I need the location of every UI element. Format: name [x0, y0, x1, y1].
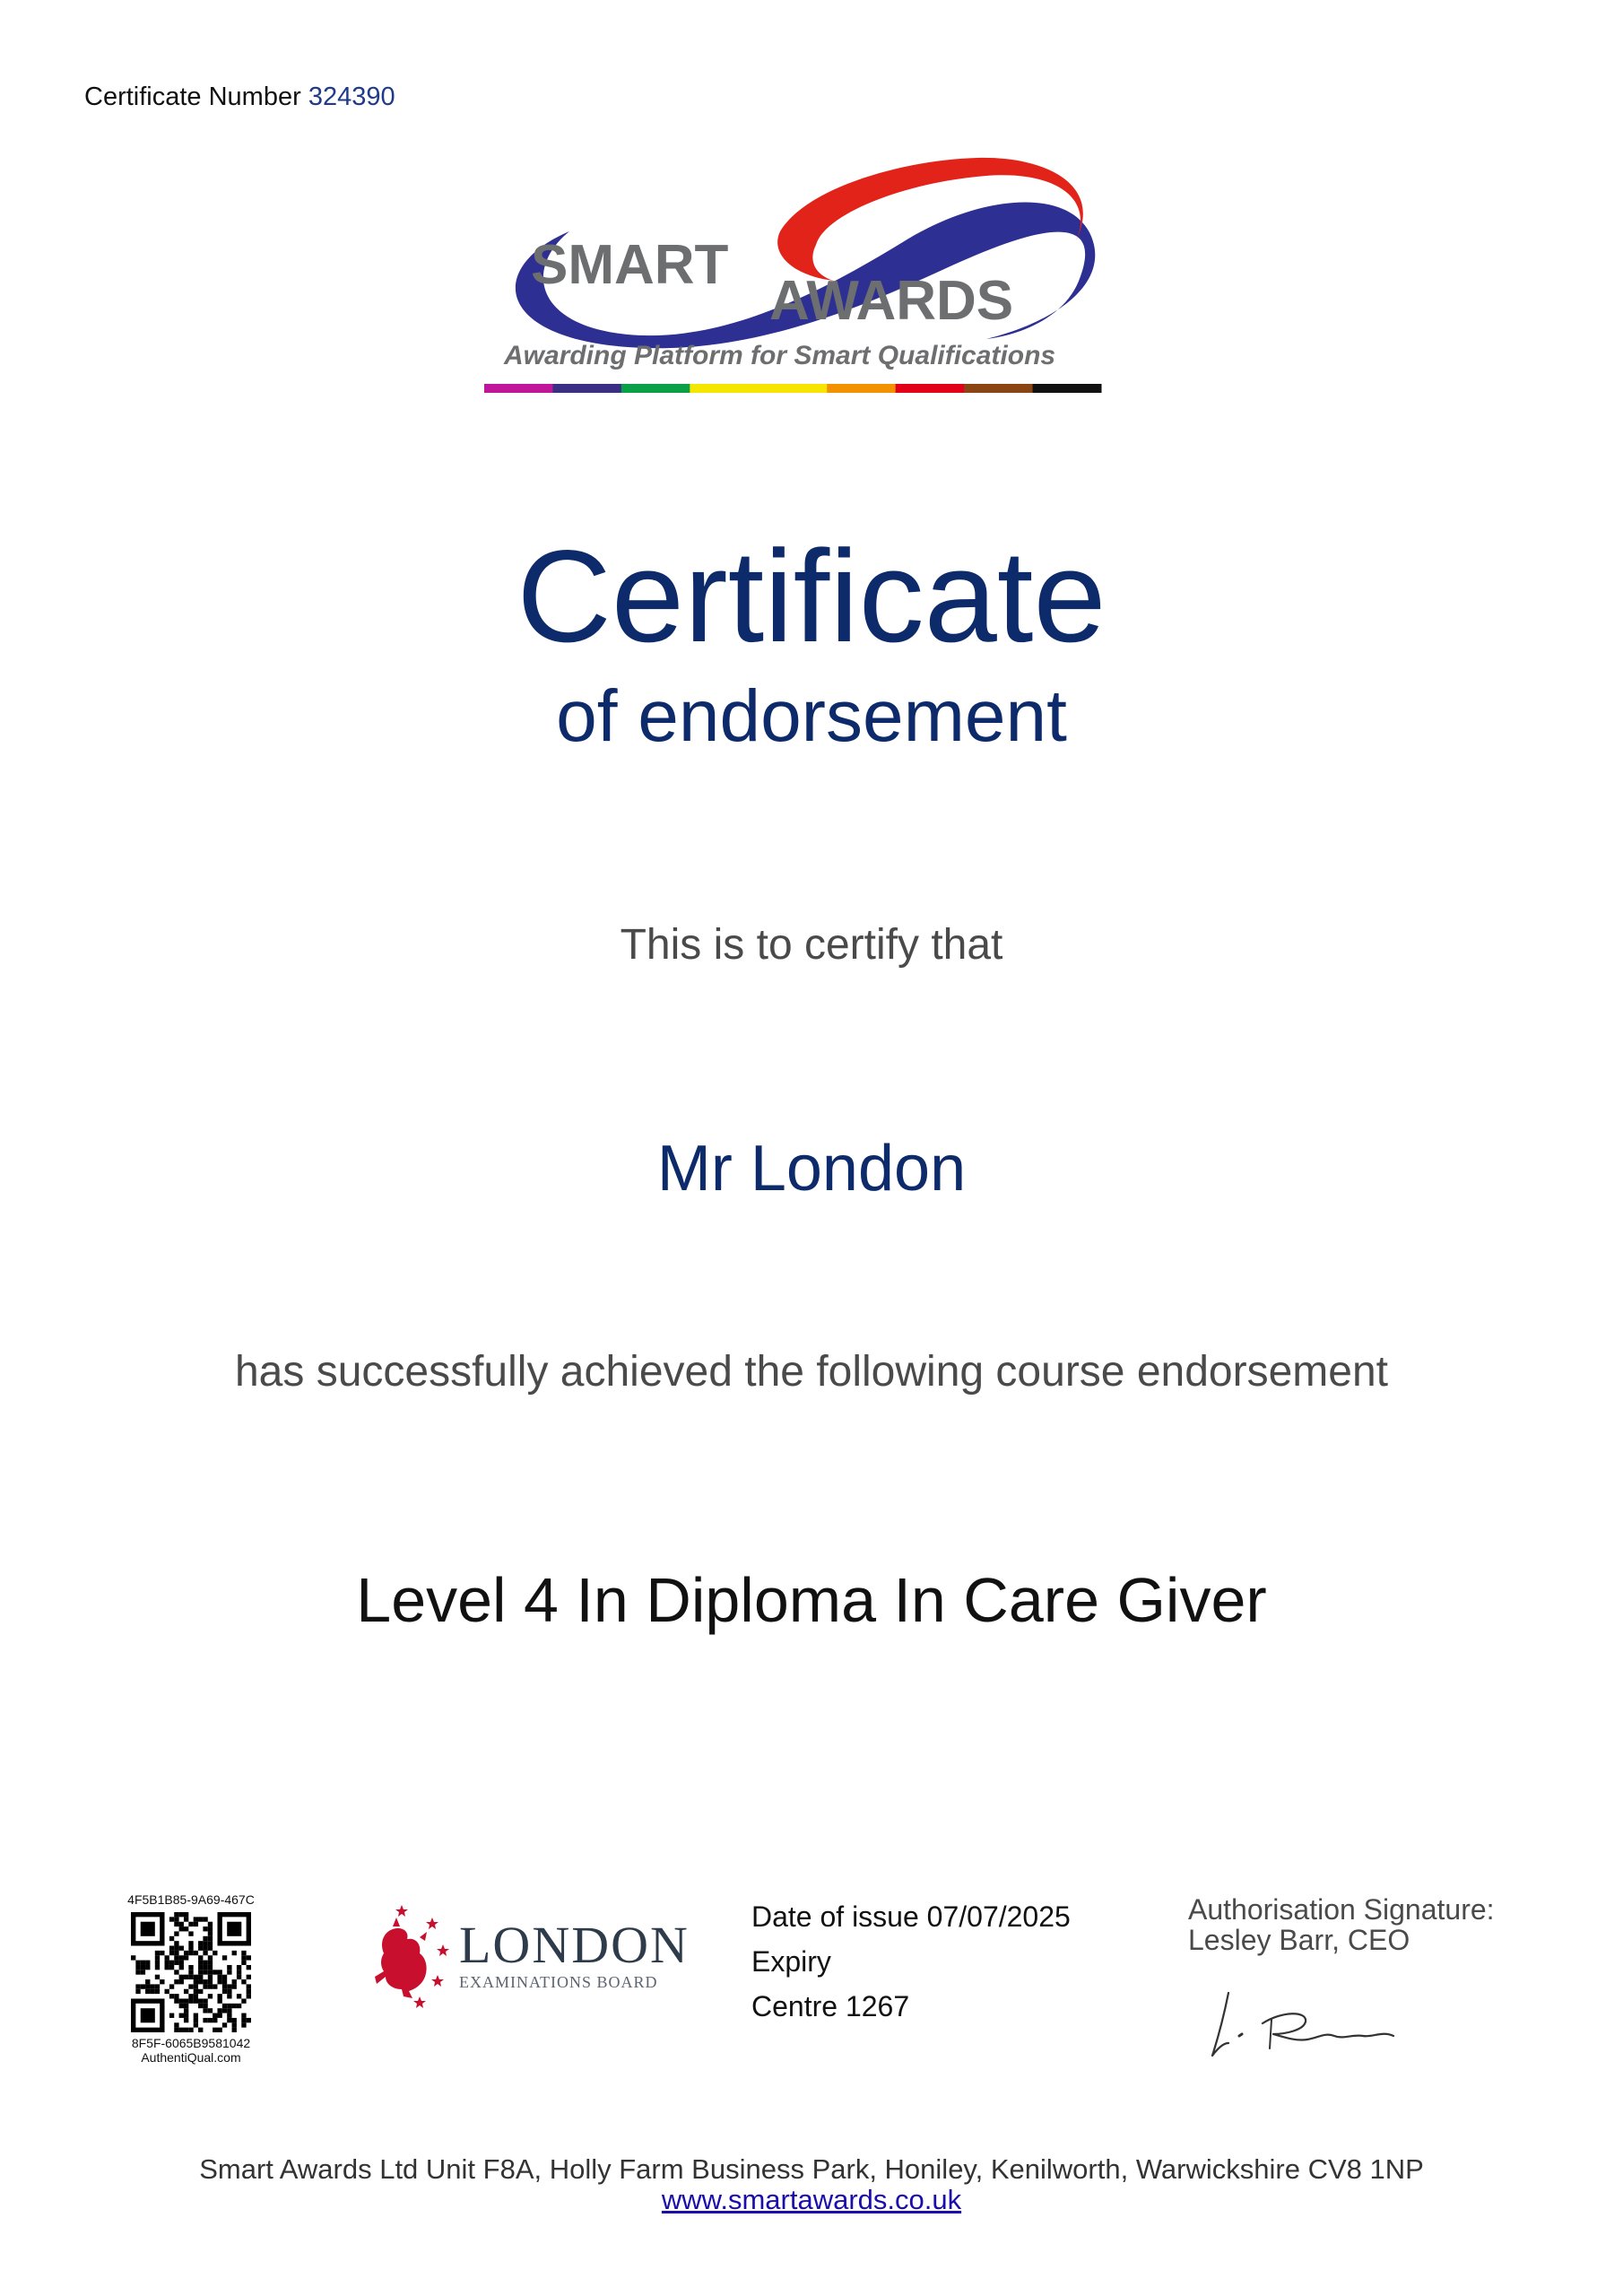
qr-module: [179, 1998, 184, 2003]
qr-module: [198, 1965, 203, 1970]
qr-module: [179, 2013, 184, 2018]
footer-website-link[interactable]: www.smartawards.co.uk: [661, 2184, 962, 2215]
qr-module: [145, 1965, 150, 1970]
qr-module: [188, 1951, 193, 1955]
logo-stripe-segment: [827, 384, 896, 393]
qr-finder: [141, 2008, 155, 2022]
qr-module: [232, 2022, 237, 2027]
qr-module: [198, 1970, 203, 1974]
qr-module: [241, 2018, 246, 2022]
qr-module: [184, 1951, 188, 1955]
qr-module: [179, 1975, 184, 1979]
qr-module: [203, 2008, 207, 2013]
qr-module: [203, 1946, 207, 1951]
qr-module: [203, 1979, 207, 1984]
certificate-number-label: Certificate Number: [84, 83, 301, 111]
qr-module: [198, 1917, 203, 1921]
qr-module: [247, 1955, 251, 1960]
qr-module: [184, 1926, 188, 1931]
qr-module: [232, 1979, 237, 1984]
qr-module: [179, 1926, 184, 1931]
qr-module: [155, 1989, 160, 1994]
qr-finder: [141, 1922, 155, 1936]
qr-module: [184, 2008, 188, 2013]
qr-module: [150, 1984, 154, 1988]
qr-module: [247, 1989, 251, 1994]
qr-module: [208, 1979, 213, 1984]
qr-module: [174, 1946, 178, 1951]
logo-stripe-segment: [896, 384, 965, 393]
qr-module: [155, 1984, 160, 1988]
qr-module: [241, 1979, 246, 1984]
logo-stripe-segment: [484, 384, 553, 393]
footer-address: Smart Awards Ltd Unit F8A, Holly Farm Business Park, Honiley, Kenilworth, Warwickshire CV8 1NP: [199, 2153, 1424, 2185]
qr-module: [188, 2028, 193, 2032]
qr-module: [217, 2028, 221, 2032]
qr-module: [169, 2013, 174, 2018]
qr-module: [194, 2018, 198, 2022]
qr-module: [179, 1955, 184, 1960]
qr-module: [184, 1975, 188, 1979]
authorisation-label: Authorisation Signature:: [1188, 1893, 1495, 1926]
qr-module: [208, 1936, 213, 1941]
qr-module: [194, 1975, 198, 1979]
qr-module: [203, 1936, 207, 1941]
qr-module: [165, 1961, 169, 1965]
qr-module: [174, 1917, 178, 1921]
qr-module: [179, 1961, 184, 1965]
logo-tagline: Awarding Platform for Smart Qualifications: [504, 341, 1056, 370]
qr-module: [198, 2004, 203, 2008]
qr-module: [198, 1975, 203, 1979]
qr-module: [241, 1998, 246, 2003]
qr-module: [194, 1994, 198, 1998]
achievement-text: has successfully achieved the following course endorsement: [234, 1348, 1389, 1396]
qr-module: [241, 2022, 246, 2027]
certify-text: This is to certify that: [620, 921, 1003, 969]
qr-module: [222, 1975, 227, 1979]
qr-module: [169, 1917, 174, 1921]
qr-module: [222, 1955, 227, 1960]
qr-module: [217, 1975, 221, 1979]
centre-label: Centre: [751, 1990, 838, 2022]
qr-module: [194, 1922, 198, 1926]
qr-module: [203, 1965, 207, 1970]
qr-module: [213, 1984, 217, 1988]
qr-module: [194, 1979, 198, 1984]
qr-module: [232, 2028, 237, 2032]
qr-module: [184, 1912, 188, 1917]
qr-module: [141, 1970, 145, 1974]
certificate-number: [84, 83, 395, 112]
qr-module: [237, 1975, 241, 1979]
qr-module: [155, 1955, 160, 1960]
qr-module: [188, 1994, 193, 1998]
qr-module: [247, 2018, 251, 2022]
qr-module: [174, 1941, 178, 1945]
qr-module: [174, 2022, 178, 2027]
qr-module: [188, 1970, 193, 1974]
qr-module: [208, 1955, 213, 1960]
qr-module: [174, 1979, 178, 1984]
certificate-number-value: 324390: [308, 83, 395, 111]
qr-module: [198, 1998, 203, 2003]
qr-module: [184, 1955, 188, 1960]
qr-module: [188, 1975, 193, 1979]
qr-module: [198, 2028, 203, 2032]
logo-stripe-segment: [690, 384, 759, 393]
footer: [0, 2154, 1623, 2215]
qr-module: [188, 1941, 193, 1945]
qr-finder: [227, 1922, 241, 1936]
logo-stripe-segment: [1033, 384, 1102, 393]
qr-module: [169, 1961, 174, 1965]
handwritten-signature: [1200, 1984, 1406, 2065]
qr-module: [208, 1961, 213, 1965]
centre-value: 1267: [845, 1990, 910, 2022]
qr-module: [203, 1941, 207, 1945]
qr-module: [222, 2022, 227, 2027]
qr-module: [194, 1989, 198, 1994]
qr-module: [155, 1975, 160, 1979]
qr-module: [194, 1984, 198, 1988]
qr-module: [247, 1984, 251, 1988]
qr-module: [227, 2004, 231, 2008]
london-logo-main: LONDON: [459, 1916, 690, 1974]
qr-module: [145, 1961, 150, 1965]
qr-module: [203, 2004, 207, 2008]
smart-awards-logo: [484, 151, 1112, 404]
qr-module: [188, 1931, 193, 1935]
qr-module: [131, 1955, 135, 1960]
qr-module: [247, 1965, 251, 1970]
qr-module: [217, 2008, 221, 2013]
qr-module: [227, 1984, 231, 1988]
centre: [751, 1984, 1071, 2029]
qr-module: [141, 1961, 145, 1965]
logo-stripe-segment: [621, 384, 690, 393]
qr-module: [208, 1984, 213, 1988]
qr-module: [227, 2013, 231, 2018]
qr-module: [169, 1946, 174, 1951]
qr-module: [169, 1984, 174, 1988]
qr-module: [213, 1970, 217, 1974]
qr-module: [194, 1998, 198, 2003]
qr-module: [213, 1951, 217, 1955]
recipient-name: Mr London: [656, 1133, 967, 1205]
expiry-label: Expiry: [751, 1945, 831, 1978]
qr-module: [203, 1917, 207, 1921]
qr-module: [203, 1984, 207, 1988]
qr-module: [174, 1931, 178, 1935]
qr-module: [198, 1946, 203, 1951]
qr-module: [165, 1965, 169, 1970]
logo-word-smart: SMART: [531, 234, 729, 296]
qr-module: [174, 1912, 178, 1917]
qr-module: [232, 2004, 237, 2008]
qr-module: [208, 1975, 213, 1979]
qr-module: [203, 1961, 207, 1965]
qr-module: [208, 1941, 213, 1945]
qr-module: [174, 1955, 178, 1960]
qr-module: [145, 1984, 150, 1988]
qr-module: [179, 1922, 184, 1926]
logo-stripe-segment: [552, 384, 621, 393]
qr-module: [184, 1998, 188, 2003]
qr-module: [232, 1984, 237, 1988]
qr-module: [203, 1926, 207, 1931]
qr-module: [222, 1979, 227, 1984]
qr-module: [184, 2018, 188, 2022]
qr-module: [135, 1984, 140, 1988]
date-of-issue-value: 07/07/2025: [926, 1900, 1071, 1933]
qr-module: [194, 1917, 198, 1921]
qr-module: [135, 1961, 140, 1965]
qr-module: [135, 1989, 140, 1994]
qr-module: [208, 1965, 213, 1970]
qr-module: [232, 2018, 237, 2022]
qr-module: [169, 1965, 174, 1970]
qr-module: [179, 2028, 184, 2032]
qr-module: [194, 2022, 198, 2027]
qr-module: [203, 1998, 207, 2003]
logo-stripe-segment: [964, 384, 1033, 393]
qr-module: [174, 1961, 178, 1965]
qr-module: [208, 1970, 213, 1974]
qr-module: [208, 2018, 213, 2022]
qr-module: [169, 1936, 174, 1941]
qr-module: [241, 1955, 246, 1960]
qr-module: [208, 1926, 213, 1931]
qr-module: [169, 1951, 174, 1955]
qr-module: [184, 2028, 188, 2032]
qr-module: [145, 1979, 150, 1984]
qr-module: [217, 1998, 221, 2003]
qr-module: [198, 1961, 203, 1965]
qr-module: [227, 1970, 231, 1974]
qr-module: [174, 1922, 178, 1926]
qr-module: [194, 1951, 198, 1955]
qr-module: [188, 1965, 193, 1970]
qr-module: [198, 1979, 203, 1984]
qr-module: [217, 2013, 221, 2018]
qr-module: [247, 1975, 251, 1979]
qr-module: [184, 2004, 188, 2008]
logo-color-stripe: [484, 384, 1102, 393]
qr-module: [188, 1998, 193, 2003]
qr-module: [241, 1951, 246, 1955]
qr-module: [208, 1994, 213, 1998]
qr-module: [208, 2008, 213, 2013]
qr-module: [203, 1951, 207, 1955]
course-title: Level 4 In Diploma In Care Giver: [356, 1565, 1267, 1635]
qr-module: [237, 1970, 241, 1974]
qr-module: [217, 1979, 221, 1984]
lion-icon: [375, 1918, 427, 1998]
qr-module: [141, 1965, 145, 1970]
qr-module: [203, 1970, 207, 1974]
qr-verification: [115, 1892, 267, 2065]
qr-module: [241, 1961, 246, 1965]
qr-module: [174, 1970, 178, 1974]
qr-top-code: 4F5B1B85-9A69-467C: [127, 1892, 255, 1907]
qr-bottom-code: 8F5F-6065B9581042: [131, 2036, 251, 2050]
authorisation: [1188, 1894, 1495, 1955]
qr-module: [227, 2008, 231, 2013]
qr-module: [213, 2028, 217, 2032]
qr-module: [188, 1922, 193, 1926]
qr-module: [165, 1989, 169, 1994]
qr-module: [160, 1979, 164, 1984]
qr-module: [174, 1994, 178, 1998]
qr-module: [227, 1965, 231, 1970]
qr-module: [247, 1994, 251, 1998]
qr-module: [217, 1970, 221, 1974]
qr-module: [213, 2013, 217, 2018]
qr-module: [208, 1946, 213, 1951]
qr-module: [174, 2028, 178, 2032]
qr-module: [184, 1989, 188, 1994]
qr-module: [145, 1989, 150, 1994]
qr-module: [237, 1994, 241, 1998]
qr-module: [135, 1965, 140, 1970]
qr-module: [222, 1989, 227, 1994]
qr-module: [179, 1946, 184, 1951]
london-logo-sub: EXAMINATIONS BOARD: [459, 1973, 658, 1991]
qr-module: [222, 2008, 227, 2013]
qr-module: [179, 2004, 184, 2008]
qr-module: [198, 1955, 203, 1960]
qr-module: [165, 1955, 169, 1960]
qr-module: [232, 1951, 237, 1955]
page-subtitle: of endorsement: [556, 675, 1067, 757]
qr-module: [155, 1951, 160, 1955]
qr-module: [184, 1917, 188, 1921]
qr-site: AuthentiQual.com: [141, 2050, 241, 2065]
qr-module: [188, 1984, 193, 1988]
qr-module: [174, 1951, 178, 1955]
qr-module: [179, 1979, 184, 1984]
qr-module: [160, 1951, 164, 1955]
authorisation-name: Lesley Barr, CEO: [1188, 1924, 1410, 1956]
qr-module: [237, 1965, 241, 1970]
qr-module: [241, 2013, 246, 2018]
issue-details: [751, 1894, 1071, 2029]
qr-module: [169, 1994, 174, 1998]
qr-module: [217, 1994, 221, 1998]
qr-module: [179, 1965, 184, 1970]
qr-module: [208, 1931, 213, 1935]
qr-module: [174, 1998, 178, 2003]
qr-module: [184, 2013, 188, 2018]
date-of-issue-label: Date of issue: [751, 1900, 919, 1933]
qr-module: [155, 1961, 160, 1965]
qr-module: [227, 1989, 231, 1994]
qr-module: [155, 1965, 160, 1970]
qr-module: [198, 1989, 203, 1994]
logo-stripe-segment: [759, 384, 828, 393]
qr-module: [237, 2004, 241, 2008]
qr-code-icon[interactable]: [131, 1912, 251, 2032]
qr-module: [227, 2018, 231, 2022]
qr-module: [150, 1989, 154, 1994]
qr-module: [222, 2004, 227, 2008]
qr-module: [194, 2013, 198, 2018]
qr-module: [188, 1946, 193, 1951]
qr-module: [135, 1970, 140, 1974]
qr-module: [208, 1922, 213, 1926]
qr-module: [179, 1912, 184, 1917]
qr-module: [213, 2018, 217, 2022]
expiry: [751, 1939, 1071, 1984]
qr-module: [141, 1984, 145, 1988]
logo-word-awards: AWARDS: [769, 270, 1014, 332]
qr-module: [203, 2018, 207, 2022]
qr-module: [227, 1994, 231, 1998]
qr-module: [198, 1941, 203, 1945]
page-title: Certificate: [516, 523, 1107, 669]
date-of-issue: [751, 1894, 1071, 1939]
qr-module: [222, 1984, 227, 1988]
london-logo-text: [459, 1916, 690, 1992]
